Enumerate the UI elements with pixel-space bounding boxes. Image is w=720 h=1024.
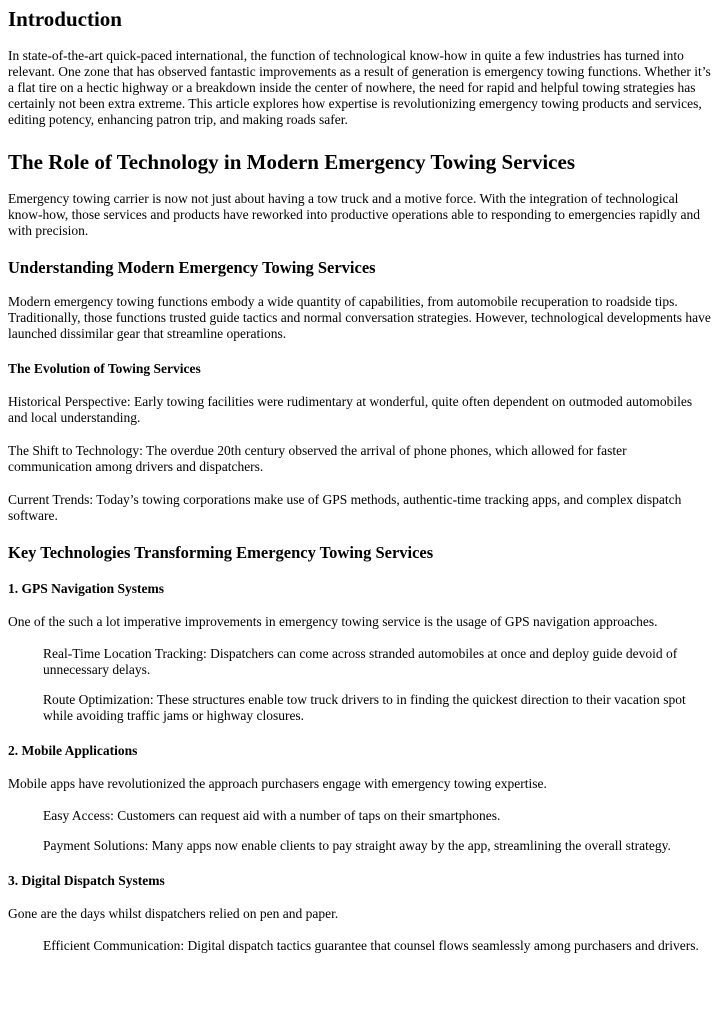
heading-evolution: The Evolution of Towing Services (8, 361, 201, 376)
list-item-text: Easy Access: Customers can request aid with a number of taps on their smartphones. (43, 808, 501, 823)
list-dispatch (8, 938, 712, 954)
list-item (43, 938, 712, 954)
list-item-text: Route Optimization: These structures enable tow truck drivers to in finding the quickest direction to their vacation spot while avoiding traffic jams or highway closures. (43, 692, 686, 723)
heading-introduction: Introduction (8, 7, 122, 31)
list-item (43, 646, 712, 678)
heading-understanding-services: Understanding Modern Emergency Towing Services (8, 258, 376, 277)
paragraph-shift-to-technology: The Shift to Technology: The overdue 20th century observed the arrival of phone phones, which allowed for faster communication among drivers and dispatchers. (8, 443, 627, 474)
heading-dispatch: 3. Digital Dispatch Systems (8, 873, 165, 888)
list-item-text: Efficient Communication: Digital dispatch tactics guarantee that counsel flows seamlessly among purchasers and drivers. (43, 938, 699, 953)
paragraph-historical-perspective: Historical Perspective: Early towing facilities were rudimentary at wonderful, quite often dependent on outmoded automobiles and local understanding. (8, 394, 693, 425)
list-gps (8, 646, 712, 724)
list-item (43, 692, 712, 724)
paragraph-introduction: In state-of-the-art quick-paced international, the function of technological know-how in quite a few industries has turned into relevant. One zone that has observed fantastic improvements as a result of generation is emergency towing functions. Whether it’s a flat tire on a hectic highway or a breakdown inside the center of nowhere, the need for rapid and helpful towing strategies has certainly not been extra extreme. This article explores how expertise is revolutionizing emergency towing products and services, editing potency, enhancing patron trip, and making roads safer. (8, 48, 711, 127)
heading-key-technologies: Key Technologies Transforming Emergency Towing Services (8, 543, 434, 562)
list-item (43, 808, 712, 824)
heading-role-of-technology: The Role of Technology in Modern Emergency Towing Services (8, 150, 575, 174)
paragraph-role-of-technology: Emergency towing carrier is now not just about having a tow truck and a motive force. With the integration of technological know-how, those services and products have reworked into productive operations able to responding to emergencies rapidly and with precision. (8, 191, 701, 238)
heading-gps: 1. GPS Navigation Systems (8, 581, 165, 596)
list-item-text: Payment Solutions: Many apps now enable clients to pay straight away by the app, streamlining the overall strategy. (43, 838, 671, 853)
paragraph-understanding-services: Modern emergency towing functions embody a wide quantity of capabilities, from automobile recuperation to roadside tips. Traditionally, those functions trusted guide tactics and normal conversation strategies. However, technological developments have launched dissimilar gear that streamline operations. (8, 294, 711, 341)
paragraph-current-trends: Current Trends: Today’s towing corporations make use of GPS methods, authentic-time tracking apps, and complex dispatch software. (8, 492, 682, 523)
list-item (43, 838, 712, 854)
list-item-text: Real-Time Location Tracking: Dispatchers can come across stranded automobiles at once and deploy guide devoid of unnecessary delays. (43, 646, 678, 677)
list-mobile (8, 808, 712, 854)
paragraph-dispatch-intro: Gone are the days whilst dispatchers relied on pen and paper. (8, 906, 339, 921)
paragraph-mobile-intro: Mobile apps have revolutionized the approach purchasers engage with emergency towing expertise. (8, 776, 547, 791)
article (0, 7, 712, 954)
heading-mobile: 2. Mobile Applications (8, 743, 138, 758)
paragraph-gps-intro: One of the such a lot imperative improvements in emergency towing service is the usage of GPS navigation approaches. (8, 614, 658, 629)
